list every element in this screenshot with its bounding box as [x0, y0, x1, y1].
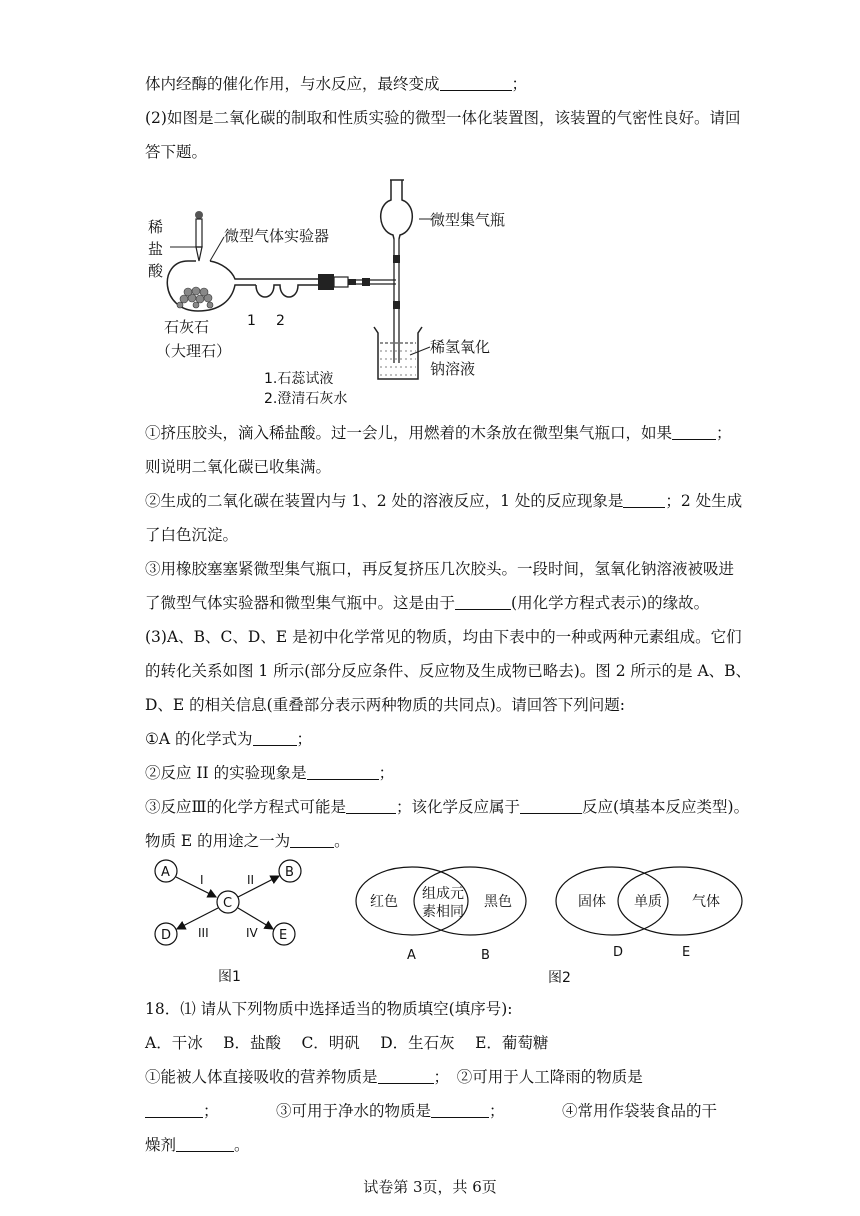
- label-device: 微型气体实验器: [224, 227, 330, 245]
- micro-gas-bottle: [381, 180, 413, 239]
- label-naoh-2: 钠溶液: [430, 360, 476, 378]
- question-18-options: A．干冰 B．盐酸 C．明矾 D．生石灰 E．葡萄糖: [145, 1034, 549, 1052]
- venn-a-only-label: 红色: [370, 894, 398, 910]
- page-footer: 试卷第 3页，共 6页: [363, 1178, 497, 1196]
- venn-e-only-label: 气体: [692, 894, 720, 910]
- question-2-line-1: ②生成的二氧化碳在装置内与 1、2 处的溶液反应，1 处的反应现象是 ；2 处生成: [145, 492, 743, 510]
- venn-a-caption: A: [407, 948, 416, 963]
- node-a-label: A: [161, 865, 170, 880]
- venn-b-only-label: 黑色: [484, 894, 512, 910]
- venn-e-caption: E: [682, 945, 691, 960]
- node-b-label: B: [285, 865, 294, 880]
- answer-blank[interactable]: [176, 1136, 234, 1152]
- answer-blank[interactable]: [431, 1102, 489, 1118]
- venn-de-overlap-label: 单质: [634, 894, 662, 910]
- question-3-line-2: 了微型气体实验器和微型集气瓶中。这是由于 (用化学方程式表示)的缘故。: [145, 594, 710, 612]
- figure-1-caption: 图1: [218, 969, 241, 985]
- question-2-line-2: 了白色沉淀。: [145, 526, 239, 544]
- node-d-label: D: [161, 928, 172, 943]
- answer-blank[interactable]: [378, 1068, 434, 1084]
- part-3-line-2: 的转化关系如图 1 所示(部分反应条件、反应物及生成物已略去)。图 2 所示的是 A、B、: [145, 662, 752, 680]
- answer-blank[interactable]: [307, 764, 379, 780]
- text-line-1: 体内经酶的催化作用，与水反应，最终变成 ；: [145, 75, 528, 93]
- answer-blank[interactable]: [623, 492, 665, 508]
- venn-d-caption: D: [613, 945, 624, 960]
- answer-blank[interactable]: [520, 798, 582, 814]
- question-18-line-2: ； ③可用于净水的物质是 ； ④常用作袋装食品的干: [145, 1101, 717, 1121]
- label-acid-1: 稀: [148, 218, 164, 236]
- node-e-label: E: [279, 928, 288, 943]
- question-1-line-1: ①挤压胶头，滴入稀盐酸。过一会儿，用燃着的木条放在微型集气瓶口，如果 ；: [145, 424, 732, 442]
- label-acid-2: 盐: [148, 240, 164, 258]
- venn-ab-overlap-label-2: 素相同: [422, 904, 464, 920]
- co2-apparatus-figure: [140, 175, 520, 415]
- answer-iii-line: ③反应Ⅲ的化学方程式可能是 ；该化学反应属于 反应(填基本反应类型)。: [145, 798, 750, 816]
- reaction-ii-label: II: [247, 873, 255, 887]
- venn-b-caption: B: [481, 948, 490, 963]
- legend-limewater: 2.澄清石灰水: [264, 391, 348, 407]
- reaction-iii-label: III: [198, 926, 209, 940]
- label-acid-3: 酸: [148, 262, 164, 280]
- venn-d-only-label: 固体: [578, 894, 606, 910]
- micro-tube-bulbs: [256, 285, 318, 297]
- label-position-1: 1: [247, 313, 256, 329]
- answer-blank[interactable]: [145, 1102, 203, 1118]
- label-marble: （大理石）: [156, 342, 232, 360]
- reaction-iv-label: IV: [246, 926, 258, 940]
- text-line-2: (2)如图是二氧化碳的制取和性质实验的微型一体化装置图，该装置的气密性良好。请回: [145, 109, 741, 127]
- question-1-line-2: 则说明二氧化碳已收集满。: [145, 458, 332, 476]
- question-3-line-1: ③用橡胶塞塞紧微型集气瓶口，再反复挤压几次胶头。一段时间，氢氧化钠溶液被吸进: [145, 560, 735, 578]
- label-naoh-1: 稀氢氧化: [430, 338, 491, 356]
- legend-litmus: 1.石蕊试液: [264, 371, 334, 387]
- label-gas-bottle: 微型集气瓶: [430, 211, 506, 229]
- answer-blank[interactable]: [672, 424, 716, 440]
- answer-blank[interactable]: [290, 832, 334, 848]
- answer-blank[interactable]: [253, 730, 297, 746]
- answer-a-line: ①A 的化学式为 ；: [145, 730, 313, 748]
- figure-2-caption: 图2: [548, 970, 571, 986]
- question-18-line-1: ①能被人体直接吸收的营养物质是 ； ②可用于人工降雨的物质是: [145, 1068, 643, 1086]
- node-c-label: C: [223, 896, 233, 911]
- answer-blank[interactable]: [346, 798, 396, 814]
- rubber-stopper: [318, 274, 334, 290]
- part-3-line-3: D、E 的相关信息(重叠部分表示两种物质的共同点)。请回答下列问题:: [145, 696, 625, 714]
- dropper-bulb: [195, 211, 203, 219]
- part-3-line-1: (3)A、B、C、D、E 是初中化学常见的物质，均由下表中的一种或两种元素组成。它们: [145, 628, 742, 646]
- text-line-3: 答下题。: [145, 143, 208, 161]
- answer-e-line: 物质 E 的用途之一为 。: [145, 832, 350, 850]
- venn-ab-overlap-label-1: 组成元: [422, 886, 464, 902]
- label-limestone: 石灰石: [164, 318, 210, 336]
- figure-1-transformation: [150, 855, 310, 987]
- label-position-2: 2: [276, 313, 285, 329]
- answer-blank[interactable]: [440, 75, 512, 91]
- dropper-tube: [196, 219, 202, 247]
- reaction-i-label: I: [200, 873, 204, 887]
- answer-blank[interactable]: [455, 594, 511, 610]
- limestone-pieces: [177, 287, 213, 308]
- question-18-heading: 18．⑴ 请从下列物质中选择适当的物质填空(填序号):: [145, 1000, 513, 1018]
- answer-ii-line: ②反应 II 的实验现象是 ；: [145, 764, 395, 782]
- question-18-line-3: 燥剂 。: [145, 1136, 250, 1154]
- figure-2-venn: [350, 858, 750, 988]
